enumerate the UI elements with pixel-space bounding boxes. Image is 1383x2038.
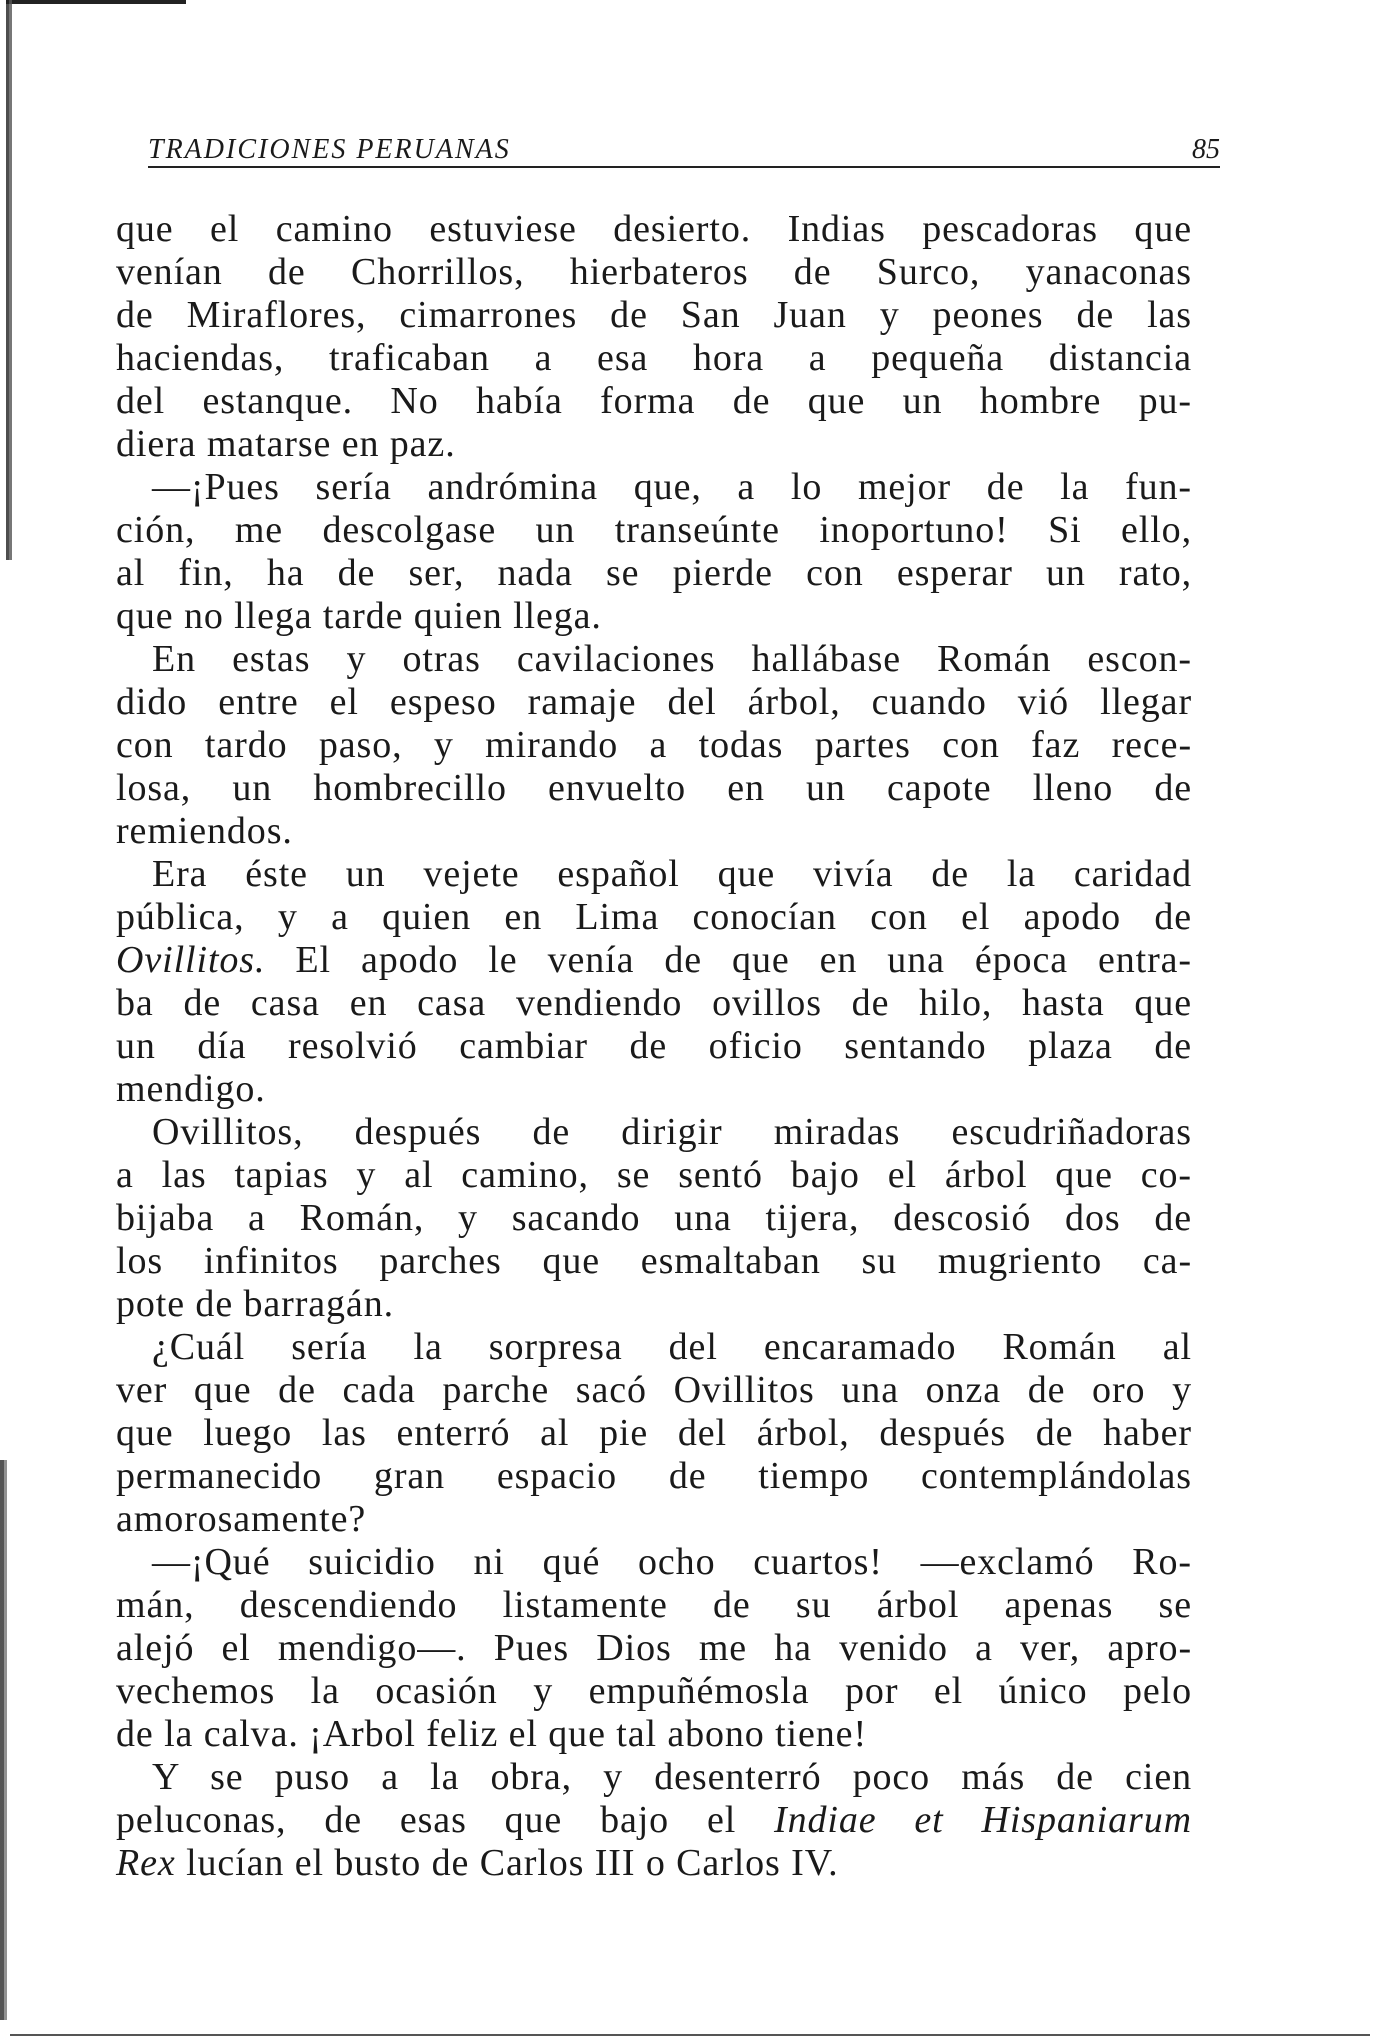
text-line: haciendas, traficaban a esa hora a pequeña distancia [116,337,1192,379]
paragraph [116,638,1192,853]
paragraph [116,1541,1192,1756]
text-line: diera matarse en paz. [116,423,456,465]
text-line: Era éste un vejete español que vivía de la caridad [152,853,1192,895]
scan-edge-left-bottom [0,1460,12,2020]
text-line: ción, me descolgase un transeúnte inoportuno! Si ello, [116,509,1192,551]
text-line: del estanque. No había forma de que un hombre pu- [116,380,1192,422]
text-line: que el camino estuviese desierto. Indias pescadoras que [116,208,1192,250]
text-line: de Miraflores, cimarrones de San Juan y peones de las [116,294,1192,336]
text-line: un día resolvió cambiar de oficio sentando plaza de [116,1025,1192,1067]
text-line: pública, y a quien en Lima conocían con el apodo de [116,896,1192,938]
text-line: los infinitos parches que esmaltaban su mugriento ca- [116,1240,1192,1282]
page-header [148,130,1220,168]
text-line: Ovillitos, después de dirigir miradas escudriñadoras [152,1111,1192,1153]
text-line: ba de casa en casa vendiendo ovillos de hilo, hasta que [116,982,1192,1024]
text-line: a las tapias y al camino, se sentó bajo el árbol que co- [116,1154,1192,1196]
text-line: —¡Pues sería andrómina que, a lo mejor de la fun- [152,466,1192,508]
scan-edge-left-top [6,0,18,560]
text-line: ¿Cuál sería la sorpresa del encaramado Román al [152,1326,1192,1368]
body-text [116,208,1192,1885]
text-line: losa, un hombrecillo envuelto en un capote lleno de [116,767,1192,809]
text-line: ver que de cada parche sacó Ovillitos una onza de oro y [116,1369,1192,1411]
text-line: bijaba a Román, y sacando una tijera, descosió dos de [116,1197,1192,1239]
text-line: amorosamente? [116,1498,367,1540]
text-line: Rex lucían el busto de Carlos III o Carlos IV. [116,1842,839,1884]
text-line: alejó el mendigo—. Pues Dios me ha venido a ver, apro- [116,1627,1192,1669]
paragraph [116,1326,1192,1541]
text-line: con tardo paso, y mirando a todas partes con faz rece- [116,724,1192,766]
text-line: pote de barragán. [116,1283,394,1325]
text-line: dido entre el espeso ramaje del árbol, cuando vió llegar [116,681,1192,723]
scan-edge-top [6,0,186,4]
text-line: mendigo. [116,1068,266,1110]
text-line: peluconas, de esas que bajo el Indiae et Hispaniarum [116,1799,1192,1841]
text-line: al fin, ha de ser, nada se pierde con esperar un rato, [116,552,1192,594]
scan-edge-bottom [10,2034,1370,2036]
page-number: 85 [1192,134,1220,165]
text-line: de la calva. ¡Arbol feliz el que tal abono tiene! [116,1713,867,1755]
paragraph [116,1756,1192,1885]
paragraph [116,208,1192,466]
text-line: permanecido gran espacio de tiempo contemplándolas [116,1455,1192,1497]
text-line: vechemos la ocasión y empuñémosla por el único pelo [116,1670,1192,1712]
text-line: que luego las enterró al pie del árbol, después de haber [116,1412,1192,1454]
text-line: —¡Qué suicidio ni qué ocho cuartos! —exclamó Ro- [152,1541,1192,1583]
paragraph [116,1111,1192,1326]
running-title: TRADICIONES PERUANAS [148,134,511,165]
text-line: mán, descendiendo listamente de su árbol apenas se [116,1584,1192,1626]
text-line: Ovillitos. El apodo le venía de que en una época entra- [116,939,1192,981]
text-line: En estas y otras cavilaciones hallábase Román escon- [152,638,1192,680]
paragraph [116,466,1192,638]
text-line: remiendos. [116,810,293,852]
text-line: que no llega tarde quien llega. [116,595,602,637]
text-line: Y se puso a la obra, y desenterró poco más de cien [152,1756,1192,1798]
paragraph [116,853,1192,1111]
text-line: venían de Chorrillos, hierbateros de Surco, yanaconas [116,251,1192,293]
